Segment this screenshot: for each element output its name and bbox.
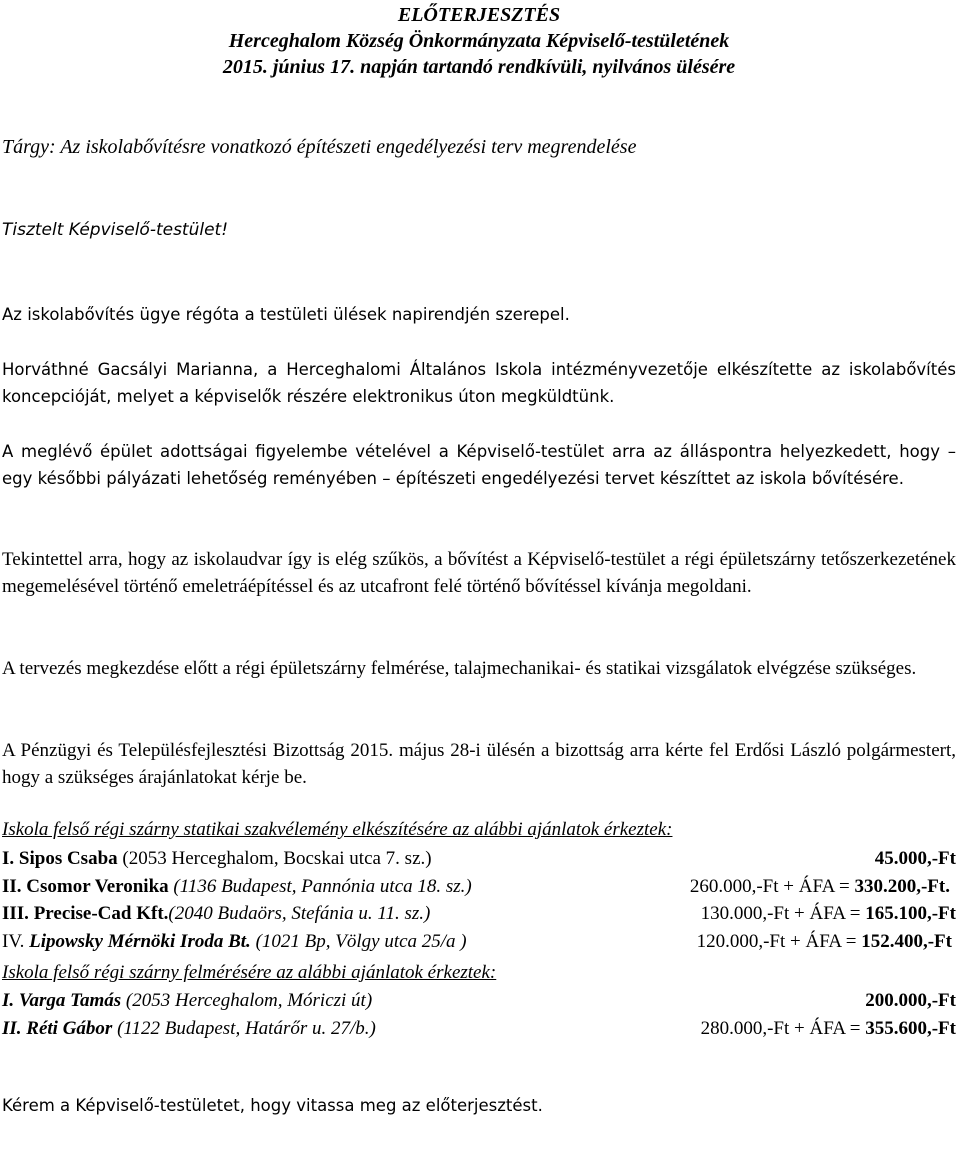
offer-number: III.	[2, 903, 29, 924]
subject-line: Tárgy: Az iskolabővítésre vonatkozó építészeti engedélyezési terv megrendelése	[2, 136, 637, 158]
offer-address: (1136 Budapest, Pannónia utca 18. sz.)	[168, 876, 472, 897]
offer-name: Lipowsky Mérnöki Iroda Bt.	[29, 931, 251, 952]
salutation: Tisztelt Képviselő-testület!	[2, 220, 229, 240]
document-issuer: Herceghalom Község Önkormányzata Képviselő-testületének	[228, 30, 730, 52]
offer-address: (2040 Budaörs, Stefánia u. 11. sz.)	[168, 903, 431, 924]
offer-row	[2, 990, 956, 1015]
offer-address: (2053 Herceghalom, Móriczi út)	[121, 990, 373, 1011]
offer-price	[701, 903, 956, 925]
closing-request: Kérem a Képviselő-testületet, hogy vitassa meg az előterjesztést.	[2, 1096, 543, 1115]
offer-name: Réti Gábor	[26, 1018, 113, 1039]
offer-number: IV.	[2, 931, 25, 952]
offer-price-net: 130.000,-Ft + ÁFA =	[700, 903, 866, 924]
offer-bidder	[2, 876, 472, 898]
offer-price	[701, 1018, 956, 1040]
offer-bidder	[2, 848, 432, 870]
document-title: ELŐTERJESZTÉS	[397, 4, 561, 26]
offer-row	[2, 1018, 956, 1043]
offer-bidder	[2, 1018, 376, 1040]
offer-row	[2, 931, 956, 956]
offer-price-total: 355.600,-Ft	[865, 1018, 956, 1039]
paragraph-concept: Horváthné Gacsályi Marianna, a Herceghalomi Általános Iskola intézményvezetője elkészítette az iskolabővítés koncepcióját, melyet a képviselők részére elektronikus úton megküldtünk.	[2, 360, 956, 406]
offer-bidder	[2, 990, 372, 1012]
offer-price-net: 280.000,-Ft + ÁFA =	[700, 1018, 866, 1039]
meeting-date-line: 2015. június 17. napján tartandó rendkívüli, nyilvános ülésére	[222, 56, 736, 78]
offer-name: Varga Tamás	[18, 990, 122, 1011]
offer-name: Sipos Csaba	[18, 848, 118, 869]
offer-name: Csomor Veronika	[26, 876, 169, 897]
offer-number: I.	[2, 990, 15, 1011]
offer-row	[2, 848, 956, 873]
offer-bidder	[2, 931, 467, 953]
offer-bidder	[2, 903, 430, 925]
offer-row	[2, 876, 956, 901]
offer-number: II.	[2, 1018, 22, 1039]
offer-price	[865, 990, 956, 1012]
offer-price	[697, 931, 952, 953]
offer-price-net: 120.000,-Ft + ÁFA =	[696, 931, 862, 952]
offer-address: (1122 Budapest, Határőr u. 27/b.)	[112, 1018, 376, 1039]
offer-price	[875, 848, 956, 870]
offer-number: II.	[2, 876, 22, 897]
offer-price	[690, 876, 950, 898]
offer-price-net: 260.000,-Ft + ÁFA =	[689, 876, 855, 897]
offer-price-total: 330.200,-Ft.	[854, 876, 950, 897]
paragraph-intro: Az iskolabővítés ügye régóta a testületi ülések napirendjén szerepel.	[2, 305, 570, 324]
static-offers-title: Iskola felső régi szárny statikai szakvélemény elkészítésére az alábbi ajánlatok érkeztek:	[2, 819, 673, 840]
survey-offers-title: Iskola felső régi szárny felmérésére az alábbi ajánlatok érkeztek:	[2, 962, 497, 983]
offer-price-total: 165.100,-Ft	[865, 903, 956, 924]
offer-price-total: 45.000,-Ft	[874, 848, 956, 869]
offer-row	[2, 903, 956, 928]
offer-address: (2053 Herceghalom, Bocskai utca 7. sz.)	[117, 848, 432, 869]
paragraph-survey: A tervezés megkezdése előtt a régi épületszárny felmérése, talajmechanikai- és statikai vizsgálatok elvégzése szükséges.	[2, 658, 917, 679]
offer-price-total: 200.000,-Ft	[865, 990, 956, 1011]
offer-price-total: 152.400,-Ft	[861, 931, 952, 952]
offer-address: (1021 Bp, Völgy utca 25/a )	[250, 931, 467, 952]
paragraph-committee: A Pénzügyi és Településfejlesztési Bizottság 2015. május 28-i ülésén a bizottság arra kérte fel Erdősi László polgármestert, hogy a szükséges árajánlatokat kérje be.	[2, 740, 956, 788]
offer-number: I.	[2, 848, 15, 869]
paragraph-decision: A meglévő épület adottságai figyelembe vételével a Képviselő-testület arra az álláspontra helyezkedett, hogy – egy későbbi pályázati lehetőség reményében – építészeti engedélyezési tervet készíttet az iskola bővítésére.	[2, 442, 956, 488]
paragraph-solution: Tekintettel arra, hogy az iskolaudvar így is elég szűkös, a bővítést a Képviselő-testület a régi épületszárny tetőszerkezetének megemelésével történő emeletráépítéssel és az utcafront felé történő bővítéssel kívánja megoldani.	[2, 549, 956, 597]
offer-name: Precise-Cad Kft.	[33, 903, 169, 924]
